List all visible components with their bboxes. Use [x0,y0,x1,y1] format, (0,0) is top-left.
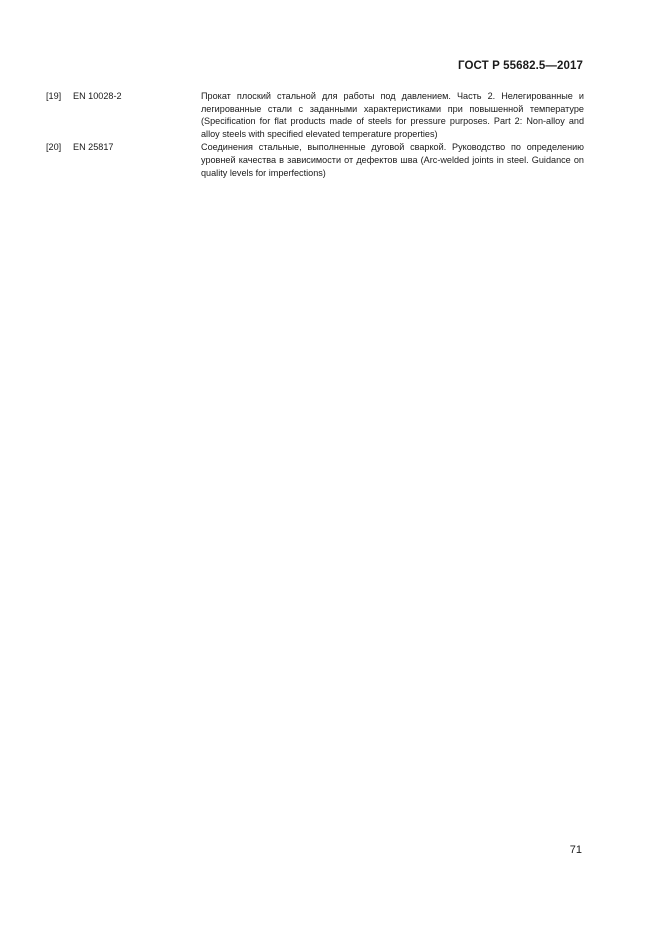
document-header: ГОСТ Р 55682.5—2017 [458,60,583,72]
entry-title: Соединения стальные, выполненные дуговой сваркой. Руководство по определению уровней качества в зависимости от дефектов шва (Arc-welded joints in steel. Guidance on quality levels for imperfections) [201,142,584,178]
bibliography-entry [46,90,584,140]
entry-title: Прокат плоский стальной для работы под давлением. Часть 2. Нелегированные и легированные стали с заданными характеристиками при повышенной температуре (Specification for flat products made of steels for pressure purposes. Part 2: Non-alloy and alloy steels with specified elevated temperature properties) [201,91,584,139]
page-number: 71 [569,844,582,856]
bibliography-list [46,90,584,180]
entry-code: EN 10028-2 [73,91,122,101]
entry-code: EN 25817 [73,142,114,153]
entry-number: [20] [46,142,62,153]
bibliography-entry [46,141,584,179]
entry-number: [19] [46,91,62,101]
